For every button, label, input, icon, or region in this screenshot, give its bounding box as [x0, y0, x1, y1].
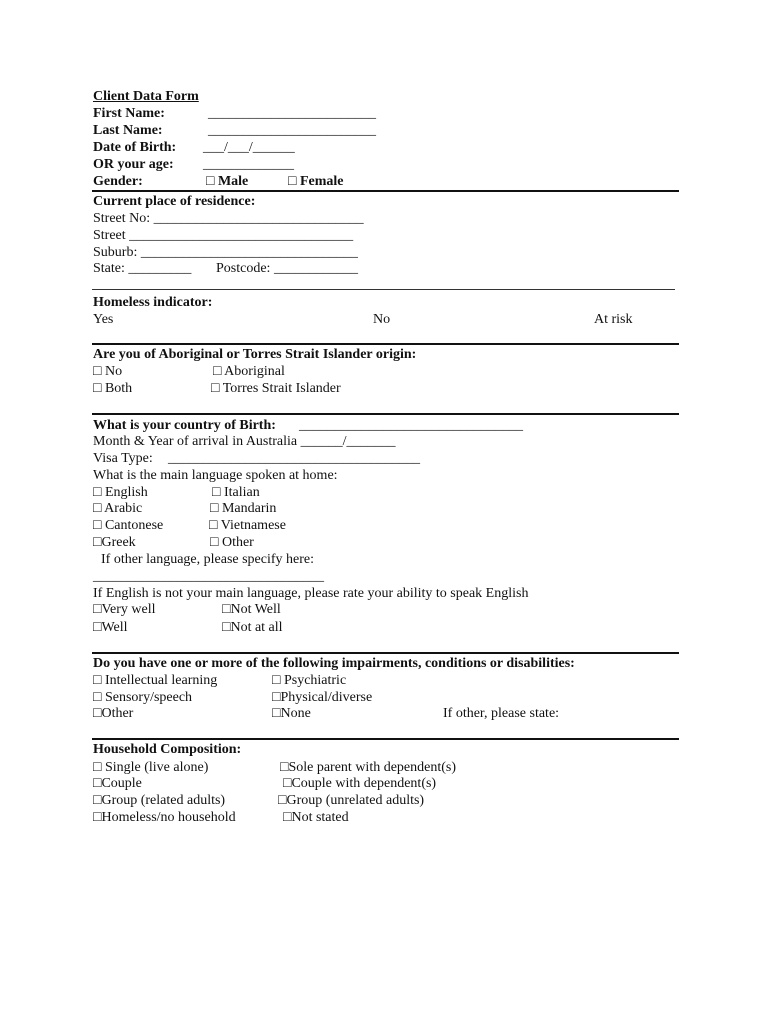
english-ability-question: If English is not your main language, please rate your ability to speak English [93, 586, 529, 601]
section-divider [92, 289, 675, 290]
other-language-field[interactable]: _________________________________ [93, 569, 324, 584]
visa-label: Visa Type: [93, 451, 157, 466]
lang-italian-checkbox[interactable]: □ Italian [212, 485, 260, 500]
household-heading: Household Composition: [93, 742, 242, 757]
section-divider [92, 652, 679, 654]
english-not-at-all-checkbox[interactable]: □Not at all [222, 620, 283, 635]
postcode-field[interactable]: Postcode: ____________ [216, 261, 358, 276]
origin-both-checkbox[interactable]: □ Both [93, 381, 133, 396]
gender-female-checkbox[interactable]: □ Female [288, 174, 344, 189]
last-name-field[interactable]: ________________________ [208, 123, 376, 138]
lang-other-checkbox[interactable]: □ Other [210, 535, 254, 550]
gender-label: Gender: [93, 174, 143, 189]
section-divider [92, 190, 679, 192]
country-birth-field[interactable]: ________________________________ [299, 418, 523, 433]
household-homeless-checkbox[interactable]: □Homeless/no household [93, 810, 236, 825]
impair-psychiatric-checkbox[interactable]: □ Psychiatric [272, 673, 347, 688]
homeless-yes-option[interactable]: Yes [93, 312, 114, 327]
lang-greek-checkbox[interactable]: □Greek [93, 535, 136, 550]
homeless-no-option[interactable]: No [373, 312, 391, 327]
section-divider [92, 413, 679, 415]
lang-english-checkbox[interactable]: □ English [93, 485, 148, 500]
household-group-unrelated-checkbox[interactable]: □Group (unrelated adults) [278, 793, 425, 808]
english-well-checkbox[interactable]: □Well [93, 620, 128, 635]
household-group-related-checkbox[interactable]: □Group (related adults) [93, 793, 226, 808]
gender-male-checkbox[interactable]: □ Male [206, 174, 249, 189]
household-couple-dependents-checkbox[interactable]: □Couple with dependent(s) [283, 776, 437, 791]
origin-tsi-checkbox[interactable]: □ Torres Strait Islander [211, 381, 341, 396]
impair-none-checkbox[interactable]: □None [272, 706, 311, 721]
form-title: Client Data Form [93, 89, 199, 104]
impair-sensory-checkbox[interactable]: □ Sensory/speech [93, 690, 193, 705]
arrival-field[interactable]: Month & Year of arrival in Australia ______/_______ [93, 434, 396, 449]
homeless-at-risk-option[interactable]: At risk [594, 312, 633, 327]
visa-field[interactable]: ____________________________________ [168, 451, 420, 466]
impair-other-checkbox[interactable]: □Other [93, 706, 134, 721]
lang-arabic-checkbox[interactable]: □ Arabic [93, 501, 143, 516]
country-birth-label: What is your country of Birth: [93, 418, 280, 433]
household-not-stated-checkbox[interactable]: □Not stated [283, 810, 349, 825]
age-label: OR your age: [93, 157, 174, 172]
dob-field[interactable]: ___/___/______ [203, 140, 295, 155]
residence-heading: Current place of residence: [93, 194, 256, 209]
lang-cantonese-checkbox[interactable]: □ Cantonese [93, 518, 164, 533]
english-not-well-checkbox[interactable]: □Not Well [222, 602, 281, 617]
language-question: What is the main language spoken at home: [93, 468, 338, 483]
lang-mandarin-checkbox[interactable]: □ Mandarin [210, 501, 277, 516]
household-couple-checkbox[interactable]: □Couple [93, 776, 142, 791]
state-field[interactable]: State: _________ [93, 261, 192, 276]
dob-label: Date of Birth: [93, 140, 177, 155]
first-name-field[interactable]: ________________________ [208, 106, 376, 121]
street-no-field[interactable]: Street No: ______________________________ [93, 211, 364, 226]
section-divider [92, 738, 679, 740]
household-single-checkbox[interactable]: □ Single (live alone) [93, 760, 209, 775]
homeless-heading: Homeless indicator: [93, 295, 213, 310]
impair-physical-checkbox[interactable]: □Physical/diverse [272, 690, 373, 705]
age-field[interactable]: _____________ [203, 157, 294, 172]
street-field[interactable]: Street ________________________________ [93, 228, 354, 243]
impair-other-state-label: If other, please state: [443, 706, 560, 721]
origin-heading: Are you of Aboriginal or Torres Strait Islander origin: [93, 347, 417, 362]
other-language-label: If other language, please specify here: [101, 552, 315, 567]
household-sole-parent-checkbox[interactable]: □Sole parent with dependent(s) [280, 760, 457, 775]
suburb-field[interactable]: Suburb: _______________________________ [93, 245, 358, 260]
first-name-label: First Name: [93, 106, 165, 121]
origin-aboriginal-checkbox[interactable]: □ Aboriginal [213, 364, 285, 379]
impair-intellectual-checkbox[interactable]: □ Intellectual learning [93, 673, 218, 688]
section-divider [92, 343, 679, 345]
last-name-label: Last Name: [93, 123, 163, 138]
impairments-heading: Do you have one or more of the following impairments, conditions or disabilities: [93, 656, 575, 671]
lang-vietnamese-checkbox[interactable]: □ Vietnamese [209, 518, 286, 533]
origin-no-checkbox[interactable]: □ No [93, 364, 123, 379]
english-very-well-checkbox[interactable]: □Very well [93, 602, 156, 617]
